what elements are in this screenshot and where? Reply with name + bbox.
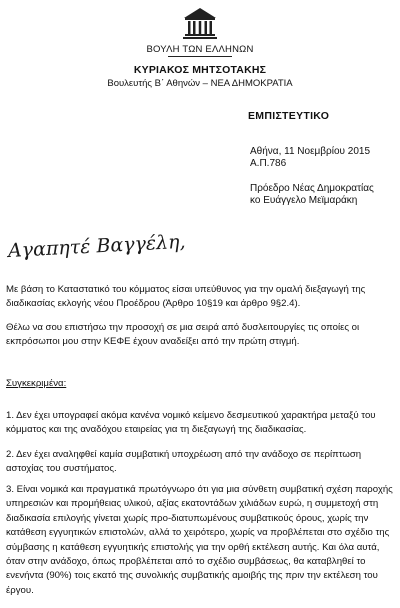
recipient-name: κο Ευάγγελο Μεϊμαράκη bbox=[250, 195, 358, 206]
mp-name: ΚΥΡΙΑΚΟΣ ΜΗΤΣΟΤΑΚΗΣ bbox=[133, 64, 267, 76]
letterhead-divider bbox=[168, 56, 232, 57]
paragraph-statute: Με βάση το Καταστατικό του κόμματος είσαι υπεύθυνος για την ομαλή διεξαγωγή της διαδικασίας εκλογής νέου Προέδρου (Άρθρο 10§19 και άρθρο 9§2.4). bbox=[6, 284, 366, 310]
list-item-1: 1. Δεν έχει υπογραφεί ακόμα κανένα νομικό κείμενο δεσμευτικού χαρακτήρα μεταξύ του κόμματος και της αναδόχου εταιρείας για τη διεξαγωγή της διαδικασίας. bbox=[6, 410, 376, 436]
paragraph-concerns: Θέλω να σου επιστήσω την προσοχή σε μια σειρά από δυσλειτουργίες τις οποίες οι εκπρόσωποι μου στην ΚΕΦΕ έχουν αναδείξει από την πρώτη στιγμή. bbox=[6, 322, 360, 348]
protocol-number: Α.Π.786 bbox=[250, 158, 287, 169]
list-item-3: 3. Είναι νομικά και πραγματικά πρωτόγνωρο ότι για μια σύνθετη συμβατική σχέση παροχής υπηρεσιών και προμήθειας υλικού, αξίας εκατοντάδων χιλιάδων ευρώ, η συμμετοχή στη διαδικασία επιλογής γίνεται χωρίς προ-διατυπωμένους συμβατικούς όρους, χωρίς την κατάθεση εγγυητικών επιστολών, αλλά το χειρότερο, χωρίς να προβλέπεται στο σχέδιο της σύμβασης η κατάθεση εγγυητικής επιστολής για την ορθή εκτέλεση αυτής. Και όλα αυτά, όταν στην ανάδοχο, όπως προβλέπεται από το σχέδιο συμβάσεως, θα καταβληθεί το ενενήντα (90%) τοις εκατό της συνολικής συμβατικής αμοιβής της πριν την εκτέλεση του έργου. bbox=[6, 484, 393, 596]
paragraph-specifically: Συγκεκριμένα: bbox=[6, 378, 67, 389]
mp-role: Βουλευτής Β΄ Αθηνών – ΝΕΑ ΔΗΜΟΚΡΑΤΙΑ bbox=[107, 78, 293, 89]
letter-date: Αθήνα, 11 Νοεμβρίου 2015 bbox=[250, 146, 371, 157]
list-item-2: 2. Δεν έχει αναληφθεί καμία συμβατική υποχρέωση από την ανάδοχο σε περίπτωση αστοχίας του συστήματος. bbox=[6, 449, 362, 475]
classification-label: ΕΜΠΙΣΤΕΥΤΙΚΟ bbox=[248, 110, 330, 122]
handwritten-salutation bbox=[6, 224, 187, 266]
parliament-seal-icon bbox=[181, 5, 219, 41]
svg-text:Αγαπητέ Βαγγέλη,: Αγαπητέ Βαγγέλη, bbox=[7, 230, 187, 263]
recipient-title: Πρόεδρο Νέας Δημοκρατίας bbox=[250, 183, 374, 194]
parliament-name: ΒΟΥΛΗ ΤΩΝ ΕΛΛΗΝΩΝ bbox=[146, 44, 254, 55]
